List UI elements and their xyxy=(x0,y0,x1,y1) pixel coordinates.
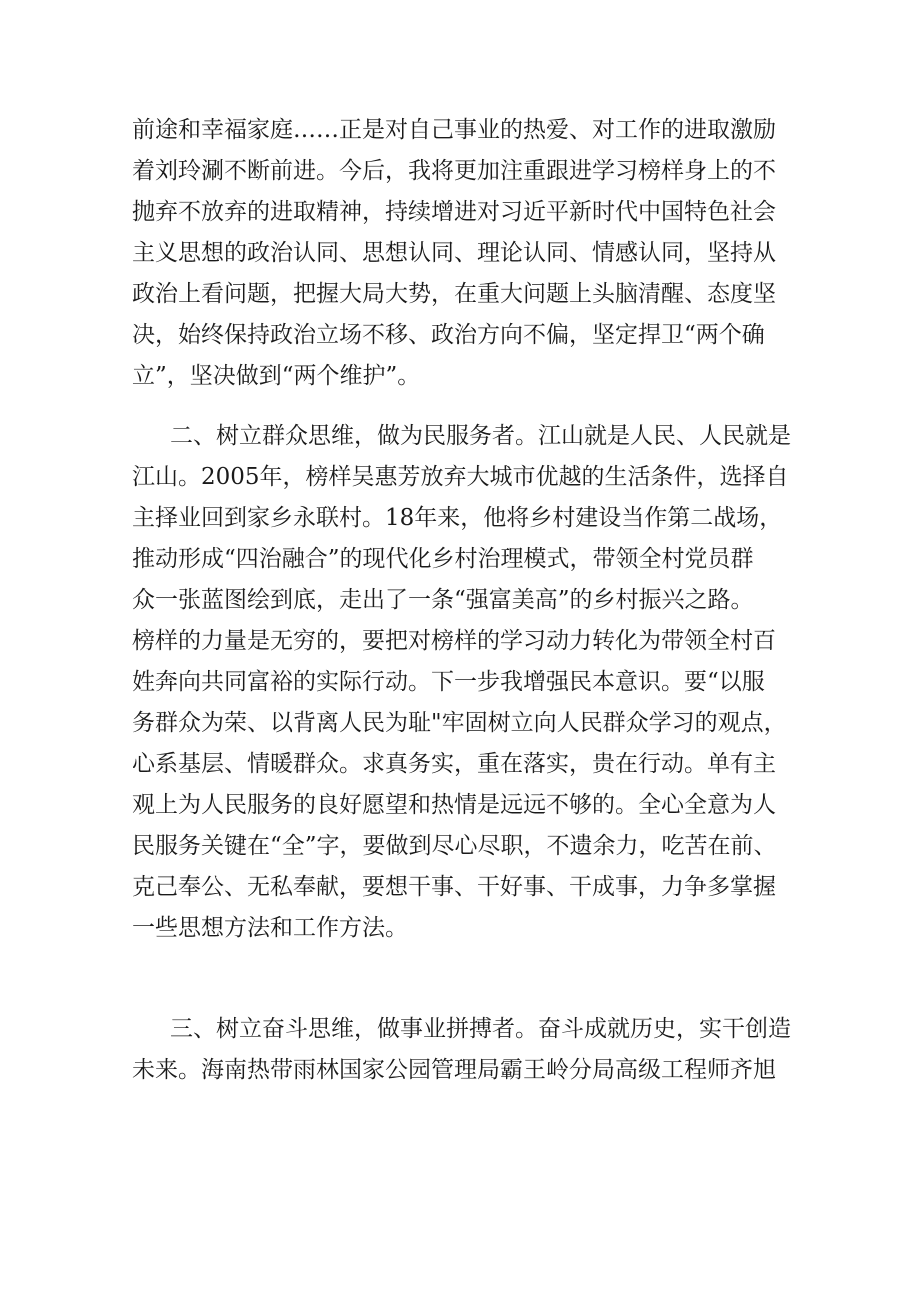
text-line: 姓奔向共同富裕的实际行动。下一步我增强民本意识。要“以服 xyxy=(132,669,765,695)
paragraph-section-three xyxy=(132,1009,792,1091)
text-line: 三、树立奋斗思维，做事业拼搏者。奋斗成就历史，实干创造 xyxy=(170,1016,791,1042)
text-line: 着刘玲涮不断前进。今后，我将更加注重跟进学习榜样身上的不 xyxy=(132,158,776,184)
document-body xyxy=(132,110,792,1091)
text-line: 推动形成“四治融合”的现代化乡村治理模式，带领全村党员群 xyxy=(132,546,754,572)
text-line: 主义思想的政治认同、思想认同、理论认同、情感认同，坚持从 xyxy=(132,240,776,266)
text-line: 一些思想方法和工作方法。 xyxy=(132,915,408,941)
text-line: 决，始终保持政治立场不移、政治方向不偏，坚定捍卫“两个确 xyxy=(132,322,765,348)
text-line: 政治上看问题，把握大局大势，在重大问题上头脑清醒、态度坚 xyxy=(132,281,776,307)
text-line: 心系基层、情暖群众。求真务实，重在落实，贵在行动。单有主 xyxy=(132,751,776,777)
text-line: 江山。2005年，榜样吴惠芳放弃大城市优越的生活条件，选择自 xyxy=(132,464,789,490)
text-line: 民服务关键在“全”字，要做到尽心尽职，不遗余力，吃苦在前、 xyxy=(132,833,777,859)
text-line: 克己奉公、无私奉献，要想干事、干好事、干成事，力争多掌握 xyxy=(132,874,776,900)
paragraph-section-two xyxy=(132,416,792,990)
text-line: 众一张蓝图绘到底，走出了一条“强富美高”的乡村振兴之路。 xyxy=(132,587,754,613)
text-line: 立”，坚决做到“两个维护”。 xyxy=(132,363,421,389)
text-line: 主择业回到家乡永联村。18年来，他将乡村建设当作第二战场， xyxy=(132,505,783,531)
text-line xyxy=(132,949,792,990)
text-line: 榜样的力量是无穷的，要把对榜样的学习动力转化为带领全村百 xyxy=(132,628,776,654)
text-line: 前途和幸福家庭……正是对自己事业的热爱、对工作的进取激励 xyxy=(132,117,776,143)
text-line: 抛弃不放弃的进取精神，持续增进对习近平新时代中国特色社会 xyxy=(132,199,776,225)
text-line: 未来。海南热带雨林国家公园管理局霸王岭分局高级工程师齐旭 xyxy=(132,1057,776,1083)
paragraph-continuation xyxy=(132,110,792,397)
text-line: 二、树立群众思维，做为民服务者。江山就是人民、人民就是 xyxy=(170,423,791,449)
text-line: 务群众为荣、以背离人民为耻"牢固树立向人民群众学习的观点， xyxy=(132,710,787,736)
text-line: 观上为人民服务的良好愿望和热情是远远不够的。全心全意为人 xyxy=(132,792,776,818)
